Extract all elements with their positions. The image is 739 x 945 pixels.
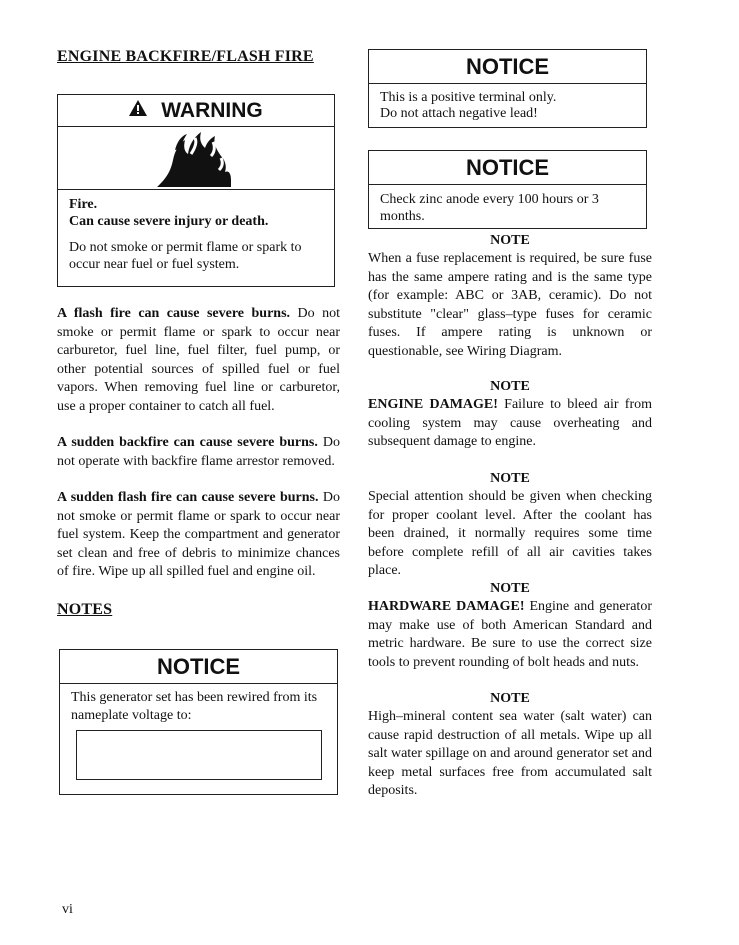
note-coolant-level xyxy=(368,470,652,581)
notice-zinc-anode-text: Check zinc anode every 100 hours or 3 months. xyxy=(380,192,599,224)
paragraph-flash-fire-text: Do not smoke or permit flame or spark to occur near carburetor, fuel line, fuel filter, fuel pump, or other potential sources of spilled fuel or fuel vapors. When removing fuel line or carburetor, use a proper container to catch all fuel. xyxy=(57,306,340,414)
warning-title: WARNING xyxy=(161,99,263,122)
note-text xyxy=(368,250,652,361)
note-body: Failure to bleed air from cooling system may cause overheating and subsequent damage to engine. xyxy=(368,397,653,449)
notice-box-positive-terminal xyxy=(368,49,647,128)
note-lead: HARDWARE DAMAGE! xyxy=(368,599,525,614)
note-fuse-replacement xyxy=(368,232,652,361)
page-number: vi xyxy=(62,902,73,917)
notice-header: NOTICE xyxy=(369,50,646,84)
note-salt-water xyxy=(368,690,652,801)
note-text xyxy=(368,396,652,452)
paragraph-sudden-flash-fire-text: Do not smoke or permit flame or spark to occur near fuel system. Keep the compartment and generator set clean and free of debris to minimize chances of fire. Wipe up all spilled fuel and engine oil. xyxy=(57,490,340,579)
voltage-entry-field[interactable] xyxy=(76,730,322,780)
notice-box-zinc-anode xyxy=(368,150,647,229)
paragraph-sudden-backfire-lead: A sudden backfire can cause severe burns. xyxy=(57,435,318,450)
note-engine-damage xyxy=(368,378,652,452)
section-heading-notes: NOTES xyxy=(57,601,113,618)
note-body: Special attention should be given when checking for proper coolant level. After the coolant has been drained, it normally requires some time before complete refill of all air cavities takes place. xyxy=(368,489,652,578)
note-text xyxy=(368,598,652,672)
notice-body xyxy=(60,684,337,731)
note-text xyxy=(368,708,652,801)
notice-positive-terminal-text: This is a positive terminal only. Do not attach negative lead! xyxy=(380,90,557,121)
notice-header: NOTICE xyxy=(369,151,646,185)
paragraph-sudden-backfire xyxy=(57,434,340,471)
paragraph-flash-fire-lead: A flash fire can cause severe burns. xyxy=(57,306,291,321)
note-title: NOTE xyxy=(490,471,530,486)
note-body: Engine and generator may make use of both American Standard and metric hardware. Be sure to use the correct size tools to prevent rounding of bolt heads and nuts. xyxy=(368,599,652,670)
warning-box xyxy=(57,94,335,287)
paragraph-sudden-backfire-text: Do not operate with backfire flame arrestor removed. xyxy=(57,435,340,469)
warning-header xyxy=(58,95,334,127)
fire-icon xyxy=(155,130,235,188)
section-heading-engine-backfire: ENGINE BACKFIRE/FLASH FIRE xyxy=(57,48,314,65)
note-title: NOTE xyxy=(490,233,530,248)
note-body: When a fuse replacement is required, be sure fuse has the same ampere rating and is the same type (for example: ABC or 3AB, ceramic). Do not substitute "clear" glass–type fuses for ceramic fuses. If ampere rating is unknown or questionable, see Wiring Diagram. xyxy=(368,251,652,359)
paragraph-sudden-flash-fire xyxy=(57,489,340,582)
warning-instruction: Do not smoke or permit flame or spark to occur near fuel or fuel system. xyxy=(69,240,302,272)
paragraph-flash-fire xyxy=(57,305,340,416)
note-title: NOTE xyxy=(490,581,530,596)
warning-body xyxy=(58,190,334,279)
note-title: NOTE xyxy=(490,691,530,706)
note-title: NOTE xyxy=(490,379,530,394)
warning-hazard-type: Fire. xyxy=(69,197,98,212)
notice-box-rewired xyxy=(59,649,338,795)
warning-consequence: Can cause severe injury or death. xyxy=(69,214,269,229)
notice-header: NOTICE xyxy=(60,650,337,684)
note-text xyxy=(368,488,652,581)
note-lead: ENGINE DAMAGE! xyxy=(368,397,498,412)
note-body: High–mineral content sea water (salt water) can cause rapid destruction of all metals. Wipe up all salt water spillage on and around generator set and keep metal surfaces free from accumulated salt deposits. xyxy=(368,709,652,798)
note-hardware-damage xyxy=(368,580,652,672)
paragraph-sudden-flash-fire-lead: A sudden flash fire can cause severe burns. xyxy=(57,490,319,505)
warning-pictogram-area xyxy=(58,127,334,190)
warning-triangle-icon xyxy=(129,94,147,125)
notice-rewired-text: This generator set has been rewired from its nameplate voltage to: xyxy=(71,690,318,723)
